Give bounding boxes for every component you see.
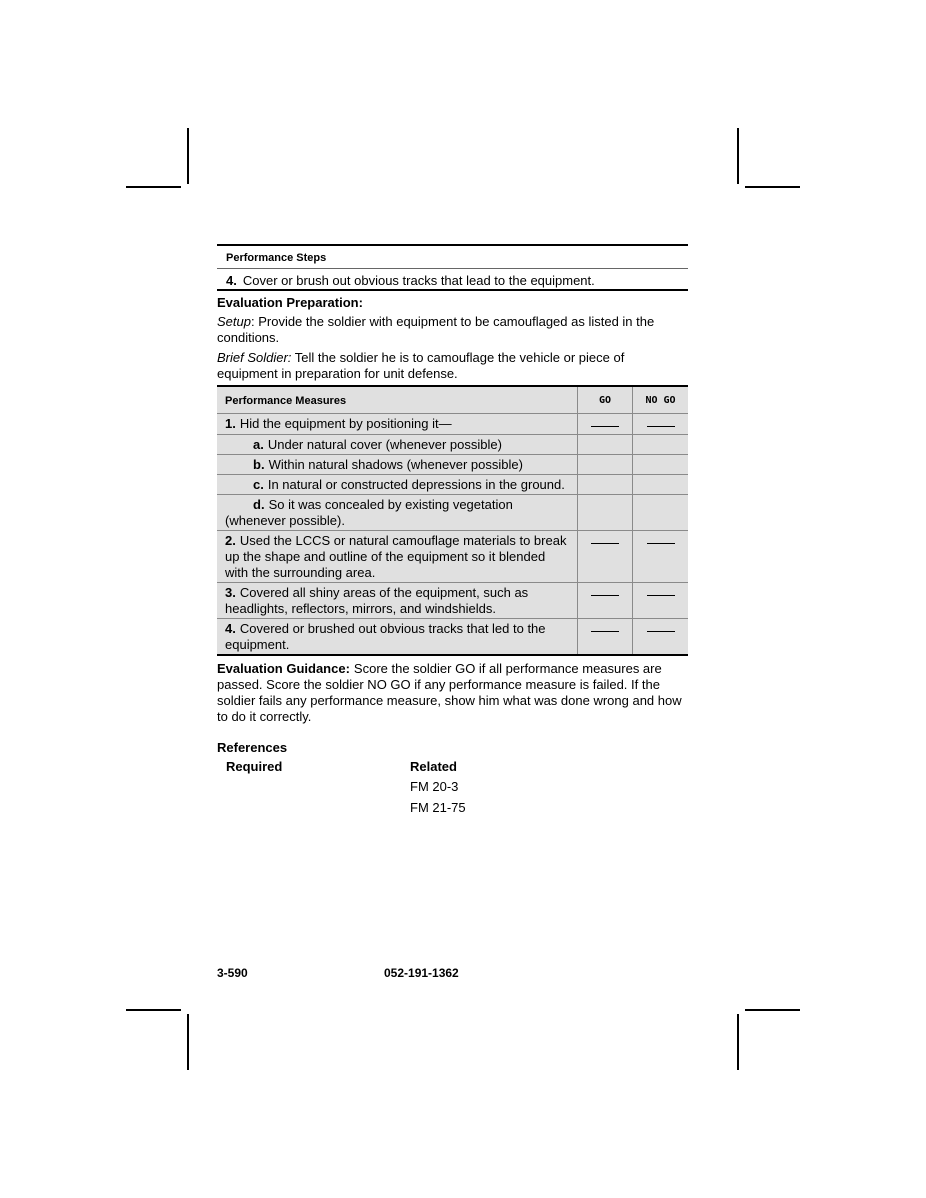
- crop-mark: [737, 128, 739, 184]
- nogo-score-cell: [633, 435, 689, 455]
- crop-mark: [126, 1009, 181, 1011]
- go-score-cell: [578, 475, 633, 495]
- page-number: 3-590: [217, 966, 248, 980]
- measure-cell: [217, 414, 578, 435]
- measure-number: 4.: [225, 621, 236, 636]
- brief-soldier-label: Brief Soldier:: [217, 350, 292, 365]
- go-score-blank[interactable]: [591, 594, 619, 596]
- nogo-score-cell: [633, 619, 689, 656]
- measure-number: d.: [253, 497, 265, 512]
- performance-steps-section: [217, 244, 688, 291]
- measure-text: Within natural shadows (whenever possible): [268, 457, 523, 472]
- go-score-cell: [578, 531, 633, 583]
- go-score-cell: [578, 495, 633, 531]
- table-row: [217, 455, 688, 475]
- nogo-score-cell: [633, 495, 689, 531]
- nogo-score-cell: [633, 455, 689, 475]
- measure-text: So it was concealed by existing vegetation (whenever possible).: [225, 497, 513, 528]
- go-score-cell: [578, 435, 633, 455]
- crop-mark: [737, 1014, 739, 1070]
- step-text: Cover or brush out obvious tracks that lead to the equipment.: [242, 273, 595, 288]
- setup-paragraph: [217, 314, 688, 346]
- go-score-blank[interactable]: [591, 425, 619, 427]
- nogo-score-blank[interactable]: [647, 630, 675, 632]
- setup-label: Setup: [217, 314, 251, 329]
- table-row: [217, 495, 688, 531]
- nogo-score-blank[interactable]: [647, 425, 675, 427]
- table-header-row: [217, 386, 688, 414]
- step-number: 4.: [226, 273, 237, 288]
- measure-cell: [217, 619, 578, 656]
- table-row: [217, 435, 688, 455]
- measure-number: b.: [253, 457, 265, 472]
- evaluation-guidance-text: Score the soldier GO if all performance measures are passed. Score the soldier NO GO if any performance measure is failed. If the soldier fails any performance measure, show him what was done wrong and how to do it correctly.: [217, 661, 682, 724]
- brief-soldier-paragraph: [217, 350, 688, 382]
- measure-cell: [217, 475, 578, 495]
- required-label: Required: [226, 759, 283, 774]
- performance-measures-table: [217, 385, 688, 656]
- references-title: References: [217, 740, 288, 755]
- performance-measures-header: Performance Measures: [217, 386, 578, 414]
- related-label: Related: [410, 759, 457, 774]
- crop-mark: [126, 186, 181, 188]
- go-score-blank[interactable]: [591, 630, 619, 632]
- go-score-cell: [578, 455, 633, 475]
- setup-text: : Provide the soldier with equipment to be camouflaged as listed in the conditions.: [217, 314, 655, 345]
- task-number: 052-191-1362: [384, 966, 459, 980]
- nogo-score-cell: [633, 583, 689, 619]
- nogo-score-cell: [633, 414, 689, 435]
- crop-mark: [745, 186, 800, 188]
- table-row: [217, 619, 688, 656]
- evaluation-guidance-label: Evaluation Guidance:: [217, 661, 350, 676]
- evaluation-guidance: [217, 661, 688, 725]
- go-score-cell: [578, 619, 633, 656]
- table-row: [217, 414, 688, 435]
- measure-number: 1.: [225, 416, 236, 431]
- measure-number: 3.: [225, 585, 236, 600]
- measure-number: 2.: [225, 533, 236, 548]
- measure-text: Covered all shiny areas of the equipment, such as headlights, reflectors, mirrors, and windshields.: [225, 585, 529, 616]
- measure-cell: [217, 495, 578, 531]
- measure-cell: [217, 531, 578, 583]
- nogo-score-blank[interactable]: [647, 542, 675, 544]
- crop-mark: [745, 1009, 800, 1011]
- crop-mark: [187, 128, 189, 184]
- go-score-cell: [578, 583, 633, 619]
- go-score-blank[interactable]: [591, 542, 619, 544]
- related-reference: FM 20-3: [410, 779, 459, 794]
- measure-text: Used the LCCS or natural camouflage materials to break up the shape and outline of the equipment so it blended with the surrounding area.: [225, 533, 567, 580]
- nogo-score-blank[interactable]: [647, 594, 675, 596]
- page-content: [217, 244, 688, 835]
- measure-text: Hid the equipment by positioning it—: [239, 416, 452, 431]
- measure-cell: [217, 435, 578, 455]
- measure-number: a.: [253, 437, 264, 452]
- go-column-header: GO: [578, 386, 633, 414]
- table-row: [217, 531, 688, 583]
- table-row: [217, 583, 688, 619]
- performance-steps-header: Performance Steps: [217, 246, 688, 269]
- measure-text: Covered or brushed out obvious tracks that led to the equipment.: [225, 621, 546, 652]
- references-section: [217, 755, 688, 835]
- nogo-score-cell: [633, 531, 689, 583]
- table-row: [217, 475, 688, 495]
- measure-cell: [217, 583, 578, 619]
- crop-mark: [187, 1014, 189, 1070]
- measure-text: Under natural cover (whenever possible): [267, 437, 502, 452]
- measure-text: In natural or constructed depressions in the ground.: [267, 477, 565, 492]
- nogo-score-cell: [633, 475, 689, 495]
- related-reference: FM 21-75: [410, 800, 466, 815]
- performance-step: [217, 269, 688, 291]
- go-score-cell: [578, 414, 633, 435]
- brief-soldier-text: Tell the soldier he is to camouflage the vehicle or piece of equipment in preparation for unit defense.: [217, 350, 625, 381]
- evaluation-preparation-title: Evaluation Preparation:: [217, 295, 363, 310]
- measure-cell: [217, 455, 578, 475]
- measure-number: c.: [253, 477, 264, 492]
- nogo-column-header: NO GO: [633, 386, 689, 414]
